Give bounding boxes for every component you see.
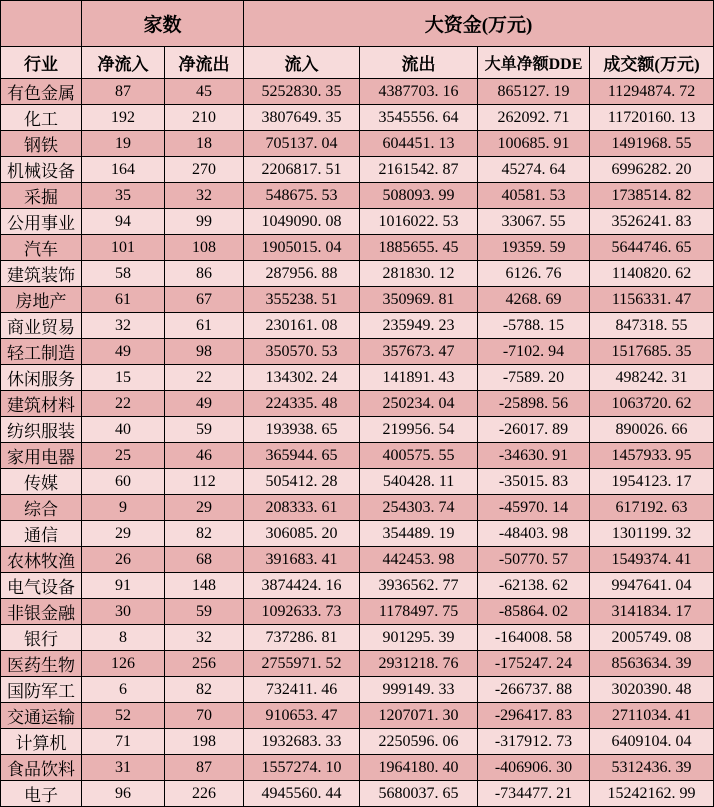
outflow-cell[interactable]: 2161542. 87	[360, 157, 478, 183]
dde-cell[interactable]: 262092. 71	[478, 105, 590, 131]
net-outflow-cell[interactable]: 22	[165, 365, 244, 391]
dde-cell[interactable]: -406906. 30	[478, 755, 590, 781]
turnover-cell[interactable]: 6996282. 20	[590, 157, 714, 183]
inflow-cell[interactable]: 230161. 08	[244, 313, 360, 339]
inflow-cell[interactable]: 1557274. 10	[244, 755, 360, 781]
inflow-cell[interactable]: 1092633. 73	[244, 599, 360, 625]
inflow-cell[interactable]: 365944. 65	[244, 443, 360, 469]
outflow-cell[interactable]: 1964180. 40	[360, 755, 478, 781]
net-outflow-cell[interactable]: 108	[165, 235, 244, 261]
inflow-cell[interactable]: 391683. 41	[244, 547, 360, 573]
table-body	[1, 79, 714, 807]
dde-cell[interactable]: -34630. 91	[478, 443, 590, 469]
outflow-cell[interactable]: 254303. 74	[360, 495, 478, 521]
dde-cell[interactable]: -317912. 73	[478, 729, 590, 755]
turnover-cell[interactable]: 8563634. 39	[590, 651, 714, 677]
net-inflow-cell[interactable]: 96	[82, 781, 165, 807]
dde-cell[interactable]: -35015. 83	[478, 469, 590, 495]
turnover-cell[interactable]: 3141834. 17	[590, 599, 714, 625]
turnover-cell[interactable]: 11294874. 72	[590, 79, 714, 105]
inflow-cell[interactable]: 3874424. 16	[244, 573, 360, 599]
dde-cell[interactable]: -164008. 58	[478, 625, 590, 651]
industry-cell[interactable]: 通信	[1, 521, 82, 547]
turnover-cell[interactable]: 1491968. 55	[590, 131, 714, 157]
turnover-cell[interactable]: 1954123. 17	[590, 469, 714, 495]
net-inflow-cell[interactable]: 94	[82, 209, 165, 235]
industry-cell[interactable]: 计算机	[1, 729, 82, 755]
net-inflow-cell[interactable]: 87	[82, 79, 165, 105]
net-outflow-cell[interactable]: 148	[165, 573, 244, 599]
industry-cell[interactable]: 机械设备	[1, 157, 82, 183]
industry-cell[interactable]: 电气设备	[1, 573, 82, 599]
outflow-cell[interactable]: 250234. 04	[360, 391, 478, 417]
table-row[interactable]	[1, 781, 714, 807]
turnover-cell[interactable]: 5644746. 65	[590, 235, 714, 261]
outflow-cell[interactable]: 604451. 13	[360, 131, 478, 157]
net-outflow-cell[interactable]: 210	[165, 105, 244, 131]
dde-cell[interactable]: -5788. 15	[478, 313, 590, 339]
net-outflow-cell[interactable]: 32	[165, 183, 244, 209]
dde-cell[interactable]: -266737. 88	[478, 677, 590, 703]
table-row[interactable]	[1, 651, 714, 677]
net-outflow-cell[interactable]: 68	[165, 547, 244, 573]
net-outflow-cell[interactable]: 112	[165, 469, 244, 495]
net-outflow-cell[interactable]: 82	[165, 521, 244, 547]
table-row[interactable]	[1, 599, 714, 625]
industry-cell[interactable]: 采掘	[1, 183, 82, 209]
inflow-cell[interactable]: 287956. 88	[244, 261, 360, 287]
outflow-cell[interactable]: 508093. 99	[360, 183, 478, 209]
turnover-cell[interactable]: 890026. 66	[590, 417, 714, 443]
inflow-cell[interactable]: 1932683. 33	[244, 729, 360, 755]
net-inflow-cell[interactable]: 25	[82, 443, 165, 469]
inflow-cell[interactable]: 4945560. 44	[244, 781, 360, 807]
header-corner-cell	[1, 1, 82, 47]
outflow-cell[interactable]: 357673. 47	[360, 339, 478, 365]
net-inflow-cell[interactable]: 22	[82, 391, 165, 417]
net-inflow-cell[interactable]: 26	[82, 547, 165, 573]
net-inflow-cell[interactable]: 71	[82, 729, 165, 755]
industry-cell[interactable]: 电子	[1, 781, 82, 807]
table-header	[1, 1, 714, 79]
turnover-cell[interactable]: 1140820. 62	[590, 261, 714, 287]
turnover-cell[interactable]: 9947641. 04	[590, 573, 714, 599]
dde-cell[interactable]: 6126. 76	[478, 261, 590, 287]
net-outflow-cell[interactable]: 86	[165, 261, 244, 287]
industry-cell[interactable]: 化工	[1, 105, 82, 131]
table-row[interactable]	[1, 365, 714, 391]
dde-cell[interactable]: -85864. 02	[478, 599, 590, 625]
industry-cell[interactable]: 食品饮料	[1, 755, 82, 781]
net-outflow-cell[interactable]: 98	[165, 339, 244, 365]
turnover-cell[interactable]: 3526241. 83	[590, 209, 714, 235]
turnover-cell[interactable]: 1457933. 95	[590, 443, 714, 469]
table-row[interactable]	[1, 183, 714, 209]
net-inflow-cell[interactable]: 60	[82, 469, 165, 495]
net-outflow-cell[interactable]: 18	[165, 131, 244, 157]
outflow-cell[interactable]: 999149. 33	[360, 677, 478, 703]
net-inflow-cell[interactable]: 91	[82, 573, 165, 599]
table-row[interactable]	[1, 131, 714, 157]
net-outflow-cell[interactable]: 46	[165, 443, 244, 469]
outflow-cell[interactable]: 281830. 12	[360, 261, 478, 287]
inflow-cell[interactable]: 910653. 47	[244, 703, 360, 729]
turnover-cell[interactable]: 617192. 63	[590, 495, 714, 521]
outflow-cell[interactable]: 400575. 55	[360, 443, 478, 469]
turnover-cell[interactable]: 15242162. 99	[590, 781, 714, 807]
table-row[interactable]	[1, 443, 714, 469]
table-row[interactable]	[1, 287, 714, 313]
net-inflow-cell[interactable]: 31	[82, 755, 165, 781]
dde-cell[interactable]: 19359. 59	[478, 235, 590, 261]
inflow-cell[interactable]: 208333. 61	[244, 495, 360, 521]
net-outflow-cell[interactable]: 270	[165, 157, 244, 183]
table-row[interactable]	[1, 729, 714, 755]
industry-cell[interactable]: 公用事业	[1, 209, 82, 235]
outflow-cell[interactable]: 1178497. 75	[360, 599, 478, 625]
outflow-cell[interactable]: 354489. 19	[360, 521, 478, 547]
table-row[interactable]	[1, 573, 714, 599]
table-row[interactable]	[1, 469, 714, 495]
turnover-cell[interactable]: 1063720. 62	[590, 391, 714, 417]
table-row[interactable]	[1, 417, 714, 443]
net-outflow-cell[interactable]: 59	[165, 417, 244, 443]
industry-cell[interactable]: 银行	[1, 625, 82, 651]
turnover-cell[interactable]: 1549374. 41	[590, 547, 714, 573]
header-group-big-money: 大资金(万元)	[244, 1, 714, 47]
turnover-cell[interactable]: 1156331. 47	[590, 287, 714, 313]
turnover-cell[interactable]: 847318. 55	[590, 313, 714, 339]
inflow-cell[interactable]: 705137. 04	[244, 131, 360, 157]
net-inflow-cell[interactable]: 15	[82, 365, 165, 391]
industry-cell[interactable]: 轻工制造	[1, 339, 82, 365]
industry-cell[interactable]: 非银金融	[1, 599, 82, 625]
net-inflow-cell[interactable]: 6	[82, 677, 165, 703]
industry-cell[interactable]: 家用电器	[1, 443, 82, 469]
net-outflow-cell[interactable]: 67	[165, 287, 244, 313]
turnover-cell[interactable]: 498242. 31	[590, 365, 714, 391]
column-header-industry: 行业	[1, 47, 82, 79]
net-inflow-cell[interactable]: 58	[82, 261, 165, 287]
dde-cell[interactable]: 45274. 64	[478, 157, 590, 183]
inflow-cell[interactable]: 505412. 28	[244, 469, 360, 495]
table-row[interactable]	[1, 677, 714, 703]
industry-cell[interactable]: 综合	[1, 495, 82, 521]
dde-cell[interactable]: 865127. 19	[478, 79, 590, 105]
outflow-cell[interactable]: 3936562. 77	[360, 573, 478, 599]
industry-cell[interactable]: 纺织服装	[1, 417, 82, 443]
outflow-cell[interactable]: 540428. 11	[360, 469, 478, 495]
header-columns-row	[1, 47, 714, 79]
table-row[interactable]	[1, 547, 714, 573]
net-inflow-cell[interactable]: 32	[82, 313, 165, 339]
inflow-cell[interactable]: 1905015. 04	[244, 235, 360, 261]
column-header-inflow: 流入	[244, 47, 360, 79]
outflow-cell[interactable]: 350969. 81	[360, 287, 478, 313]
outflow-cell[interactable]: 442453. 98	[360, 547, 478, 573]
net-outflow-cell[interactable]: 45	[165, 79, 244, 105]
industry-cell[interactable]: 休闲服务	[1, 365, 82, 391]
outflow-cell[interactable]: 235949. 23	[360, 313, 478, 339]
net-inflow-cell[interactable]: 8	[82, 625, 165, 651]
net-outflow-cell[interactable]: 70	[165, 703, 244, 729]
inflow-cell[interactable]: 5252830. 35	[244, 79, 360, 105]
industry-cell[interactable]: 医药生物	[1, 651, 82, 677]
net-inflow-cell[interactable]: 52	[82, 703, 165, 729]
dde-cell[interactable]: -50770. 57	[478, 547, 590, 573]
dde-cell[interactable]: -7589. 20	[478, 365, 590, 391]
table-row[interactable]	[1, 79, 714, 105]
table-row[interactable]	[1, 755, 714, 781]
dde-cell[interactable]: -7102. 94	[478, 339, 590, 365]
dde-cell[interactable]: -48403. 98	[478, 521, 590, 547]
industry-cell[interactable]: 交通运输	[1, 703, 82, 729]
industry-cell[interactable]: 商业贸易	[1, 313, 82, 339]
dde-cell[interactable]: -175247. 24	[478, 651, 590, 677]
net-outflow-cell[interactable]: 29	[165, 495, 244, 521]
inflow-cell[interactable]: 732411. 46	[244, 677, 360, 703]
industry-cell[interactable]: 国防军工	[1, 677, 82, 703]
inflow-cell[interactable]: 737286. 81	[244, 625, 360, 651]
column-header-turnover: 成交额(万元)	[590, 47, 714, 79]
outflow-cell[interactable]: 1207071. 30	[360, 703, 478, 729]
dde-cell[interactable]: 100685. 91	[478, 131, 590, 157]
header-group-row	[1, 1, 714, 47]
industry-cell[interactable]: 房地产	[1, 287, 82, 313]
dde-cell[interactable]: -25898. 56	[478, 391, 590, 417]
outflow-cell[interactable]: 3545556. 64	[360, 105, 478, 131]
table-row[interactable]	[1, 339, 714, 365]
net-outflow-cell[interactable]: 59	[165, 599, 244, 625]
net-outflow-cell[interactable]: 49	[165, 391, 244, 417]
dde-cell[interactable]: 33067. 55	[478, 209, 590, 235]
net-outflow-cell[interactable]: 256	[165, 651, 244, 677]
net-inflow-cell[interactable]: 30	[82, 599, 165, 625]
dde-cell[interactable]: -45970. 14	[478, 495, 590, 521]
table-row[interactable]	[1, 105, 714, 131]
turnover-cell[interactable]: 1738514. 82	[590, 183, 714, 209]
outflow-cell[interactable]: 1016022. 53	[360, 209, 478, 235]
net-outflow-cell[interactable]: 99	[165, 209, 244, 235]
table-row[interactable]	[1, 313, 714, 339]
dde-cell[interactable]: -296417. 83	[478, 703, 590, 729]
net-outflow-cell[interactable]: 61	[165, 313, 244, 339]
inflow-cell[interactable]: 224335. 48	[244, 391, 360, 417]
industry-cell[interactable]: 汽车	[1, 235, 82, 261]
outflow-cell[interactable]: 4387703. 16	[360, 79, 478, 105]
turnover-cell[interactable]: 6409104. 04	[590, 729, 714, 755]
inflow-cell[interactable]: 3807649. 35	[244, 105, 360, 131]
turnover-cell[interactable]: 5312436. 39	[590, 755, 714, 781]
outflow-cell[interactable]: 901295. 39	[360, 625, 478, 651]
industry-cell[interactable]: 传媒	[1, 469, 82, 495]
net-inflow-cell[interactable]: 19	[82, 131, 165, 157]
table-row[interactable]	[1, 261, 714, 287]
dde-cell[interactable]: -62138. 62	[478, 573, 590, 599]
industry-cell[interactable]: 建筑材料	[1, 391, 82, 417]
column-header-net-inflow: 净流入	[82, 47, 165, 79]
outflow-cell[interactable]: 141891. 43	[360, 365, 478, 391]
header-group-companies: 家数	[82, 1, 244, 47]
net-inflow-cell[interactable]: 49	[82, 339, 165, 365]
inflow-cell[interactable]: 2206817. 51	[244, 157, 360, 183]
dde-cell[interactable]: 4268. 69	[478, 287, 590, 313]
table-row[interactable]	[1, 157, 714, 183]
inflow-cell[interactable]: 350570. 53	[244, 339, 360, 365]
inflow-cell[interactable]: 548675. 53	[244, 183, 360, 209]
column-header-outflow: 流出	[360, 47, 478, 79]
inflow-cell[interactable]: 193938. 65	[244, 417, 360, 443]
net-outflow-cell[interactable]: 226	[165, 781, 244, 807]
table-row[interactable]	[1, 495, 714, 521]
net-inflow-cell[interactable]: 164	[82, 157, 165, 183]
column-header-dde: 大单净额DDE	[478, 47, 590, 79]
net-outflow-cell[interactable]: 87	[165, 755, 244, 781]
net-outflow-cell[interactable]: 32	[165, 625, 244, 651]
turnover-cell[interactable]: 1301199. 32	[590, 521, 714, 547]
outflow-cell[interactable]: 2250596. 06	[360, 729, 478, 755]
industry-cell[interactable]: 农林牧渔	[1, 547, 82, 573]
inflow-cell[interactable]: 134302. 24	[244, 365, 360, 391]
inflow-cell[interactable]: 1049090. 08	[244, 209, 360, 235]
industry-cell[interactable]: 钢铁	[1, 131, 82, 157]
net-inflow-cell[interactable]: 192	[82, 105, 165, 131]
inflow-cell[interactable]: 2755971. 52	[244, 651, 360, 677]
net-outflow-cell[interactable]: 198	[165, 729, 244, 755]
dde-cell[interactable]: -734477. 21	[478, 781, 590, 807]
table-row[interactable]	[1, 209, 714, 235]
inflow-cell[interactable]: 355238. 51	[244, 287, 360, 313]
net-inflow-cell[interactable]: 9	[82, 495, 165, 521]
industry-cell[interactable]: 建筑装饰	[1, 261, 82, 287]
outflow-cell[interactable]: 2931218. 76	[360, 651, 478, 677]
turnover-cell[interactable]: 1517685. 35	[590, 339, 714, 365]
table-row[interactable]	[1, 391, 714, 417]
industry-cell[interactable]: 有色金属	[1, 79, 82, 105]
outflow-cell[interactable]: 5680037. 65	[360, 781, 478, 807]
net-inflow-cell[interactable]: 29	[82, 521, 165, 547]
turnover-cell[interactable]: 2711034. 41	[590, 703, 714, 729]
outflow-cell[interactable]: 219956. 54	[360, 417, 478, 443]
net-inflow-cell[interactable]: 35	[82, 183, 165, 209]
net-outflow-cell[interactable]: 82	[165, 677, 244, 703]
dde-cell[interactable]: 40581. 53	[478, 183, 590, 209]
net-inflow-cell[interactable]: 40	[82, 417, 165, 443]
column-header-net-outflow: 净流出	[165, 47, 244, 79]
outflow-cell[interactable]: 1885655. 45	[360, 235, 478, 261]
table-row[interactable]	[1, 703, 714, 729]
net-inflow-cell[interactable]: 61	[82, 287, 165, 313]
table-row[interactable]	[1, 235, 714, 261]
turnover-cell[interactable]: 2005749. 08	[590, 625, 714, 651]
table-row[interactable]	[1, 521, 714, 547]
table-row[interactable]	[1, 625, 714, 651]
turnover-cell[interactable]: 3020390. 48	[590, 677, 714, 703]
turnover-cell[interactable]: 11720160. 13	[590, 105, 714, 131]
inflow-cell[interactable]: 306085. 20	[244, 521, 360, 547]
net-inflow-cell[interactable]: 101	[82, 235, 165, 261]
dde-cell[interactable]: -26017. 89	[478, 417, 590, 443]
net-inflow-cell[interactable]: 126	[82, 651, 165, 677]
